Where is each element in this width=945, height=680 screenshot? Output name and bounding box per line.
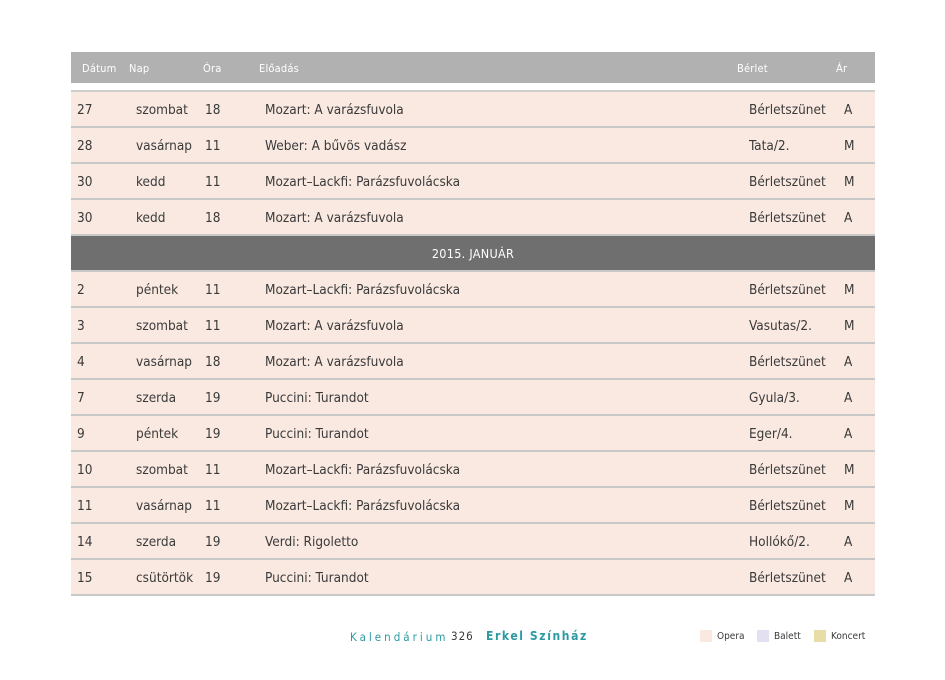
cell-pass: Bérletszünet <box>749 354 826 370</box>
cell-performance: Mozart–Lackfi: Parázsfuvolácska <box>265 498 461 514</box>
cell-price: M <box>844 318 855 334</box>
cell-performance: Verdi: Rigoletto <box>265 534 359 550</box>
header-date: Dátum <box>82 62 117 75</box>
cell-performance: Mozart: A varázsfuvola <box>265 210 404 226</box>
cell-day: kedd <box>136 174 166 190</box>
cell-date: 27 <box>77 102 93 118</box>
header-price: Ár <box>836 62 848 75</box>
table-row <box>71 200 875 236</box>
schedule-table <box>71 52 875 596</box>
cell-date: 3 <box>77 318 85 334</box>
cell-date: 28 <box>77 138 93 154</box>
cell-price: A <box>844 534 853 550</box>
cell-pass: Bérletszünet <box>749 498 826 514</box>
cell-time: 18 <box>205 354 221 370</box>
cell-pass: Gyula/3. <box>749 390 800 406</box>
cell-date: 10 <box>77 462 93 478</box>
cell-time: 18 <box>205 210 221 226</box>
cell-price: A <box>844 570 853 586</box>
cell-pass: Tata/2. <box>749 138 790 154</box>
header-performance: Előadás <box>259 62 300 75</box>
cell-pass: Bérletszünet <box>749 462 826 478</box>
cell-time: 11 <box>205 498 221 514</box>
cell-price: M <box>844 138 855 154</box>
cell-date: 14 <box>77 534 93 550</box>
cell-pass: Bérletszünet <box>749 210 826 226</box>
cell-time: 11 <box>205 138 221 154</box>
cell-date: 15 <box>77 570 93 586</box>
cell-time: 18 <box>205 102 221 118</box>
table-row <box>71 560 875 596</box>
legend-opera-label: Opera <box>717 631 745 642</box>
cell-time: 19 <box>205 390 221 406</box>
cell-pass: Bérletszünet <box>749 102 826 118</box>
cell-price: M <box>844 498 855 514</box>
cell-pass: Bérletszünet <box>749 282 826 298</box>
cell-price: A <box>844 390 853 406</box>
cell-pass: Hollókő/2. <box>749 534 810 550</box>
cell-performance: Mozart: A varázsfuvola <box>265 354 404 370</box>
legend-opera-swatch <box>700 630 712 642</box>
cell-performance: Puccini: Turandot <box>265 426 369 442</box>
header-time: Óra <box>203 62 222 75</box>
cell-pass: Eger/4. <box>749 426 793 442</box>
cell-day: szombat <box>136 462 188 478</box>
legend-balett-swatch <box>757 630 769 642</box>
table-row <box>71 488 875 524</box>
page-footer <box>0 629 945 649</box>
cell-performance: Mozart–Lackfi: Parázsfuvolácska <box>265 282 461 298</box>
cell-performance: Mozart: A varázsfuvola <box>265 318 404 334</box>
legend-balett-label: Balett <box>774 631 801 642</box>
month-bar: 2015. JANUÁR <box>71 236 875 272</box>
cell-day: kedd <box>136 210 166 226</box>
cell-price: M <box>844 462 855 478</box>
table-row <box>71 416 875 452</box>
cell-price: A <box>844 102 853 118</box>
cell-day: szerda <box>136 390 177 406</box>
cell-day: vasárnap <box>136 498 193 514</box>
cell-date: 11 <box>77 498 93 514</box>
cell-time: 19 <box>205 426 221 442</box>
cell-price: A <box>844 354 853 370</box>
table-row <box>71 344 875 380</box>
cell-date: 4 <box>77 354 85 370</box>
cell-pass: Vasutas/2. <box>749 318 812 334</box>
cell-time: 19 <box>205 570 221 586</box>
cell-day: péntek <box>136 282 179 298</box>
cell-price: M <box>844 174 855 190</box>
table-row <box>71 92 875 128</box>
table-row <box>71 128 875 164</box>
cell-day: vasárnap <box>136 138 193 154</box>
table-row <box>71 164 875 200</box>
cell-performance: Puccini: Turandot <box>265 570 369 586</box>
legend-koncert-label: Koncert <box>831 631 866 642</box>
rows-after-month <box>71 272 875 596</box>
cell-time: 11 <box>205 462 221 478</box>
cell-performance: Weber: A bűvös vadász <box>265 138 407 154</box>
legend-koncert-swatch <box>814 630 826 642</box>
cell-time: 11 <box>205 174 221 190</box>
cell-performance: Mozart–Lackfi: Parázsfuvolácska <box>265 462 461 478</box>
cell-date: 9 <box>77 426 85 442</box>
rows-before-month <box>71 92 875 236</box>
table-row <box>71 380 875 416</box>
table-row <box>71 524 875 560</box>
table-header <box>71 52 875 83</box>
header-pass: Bérlet <box>737 62 768 75</box>
cell-pass: Bérletszünet <box>749 570 826 586</box>
cell-time: 11 <box>205 282 221 298</box>
table-row <box>71 308 875 344</box>
footer-page-number: 326 <box>451 629 474 643</box>
table-row <box>71 452 875 488</box>
header-day: Nap <box>129 62 150 75</box>
cell-day: vasárnap <box>136 354 193 370</box>
cell-date: 30 <box>77 210 93 226</box>
cell-pass: Bérletszünet <box>749 174 826 190</box>
cell-price: A <box>844 426 853 442</box>
cell-day: péntek <box>136 426 179 442</box>
table-row <box>71 272 875 308</box>
footer-venue: Erkel Színház <box>486 629 588 643</box>
cell-price: M <box>844 282 855 298</box>
footer-kalendarium: Kalendárium <box>350 630 449 644</box>
cell-performance: Mozart–Lackfi: Parázsfuvolácska <box>265 174 461 190</box>
cell-performance: Mozart: A varázsfuvola <box>265 102 404 118</box>
cell-time: 19 <box>205 534 221 550</box>
cell-date: 7 <box>77 390 85 406</box>
cell-performance: Puccini: Turandot <box>265 390 369 406</box>
cell-price: A <box>844 210 853 226</box>
cell-time: 11 <box>205 318 221 334</box>
cell-day: szerda <box>136 534 177 550</box>
header-gap <box>71 83 875 92</box>
cell-date: 30 <box>77 174 93 190</box>
cell-day: csütörtök <box>136 570 194 586</box>
cell-date: 2 <box>77 282 85 298</box>
cell-day: szombat <box>136 102 188 118</box>
cell-day: szombat <box>136 318 188 334</box>
